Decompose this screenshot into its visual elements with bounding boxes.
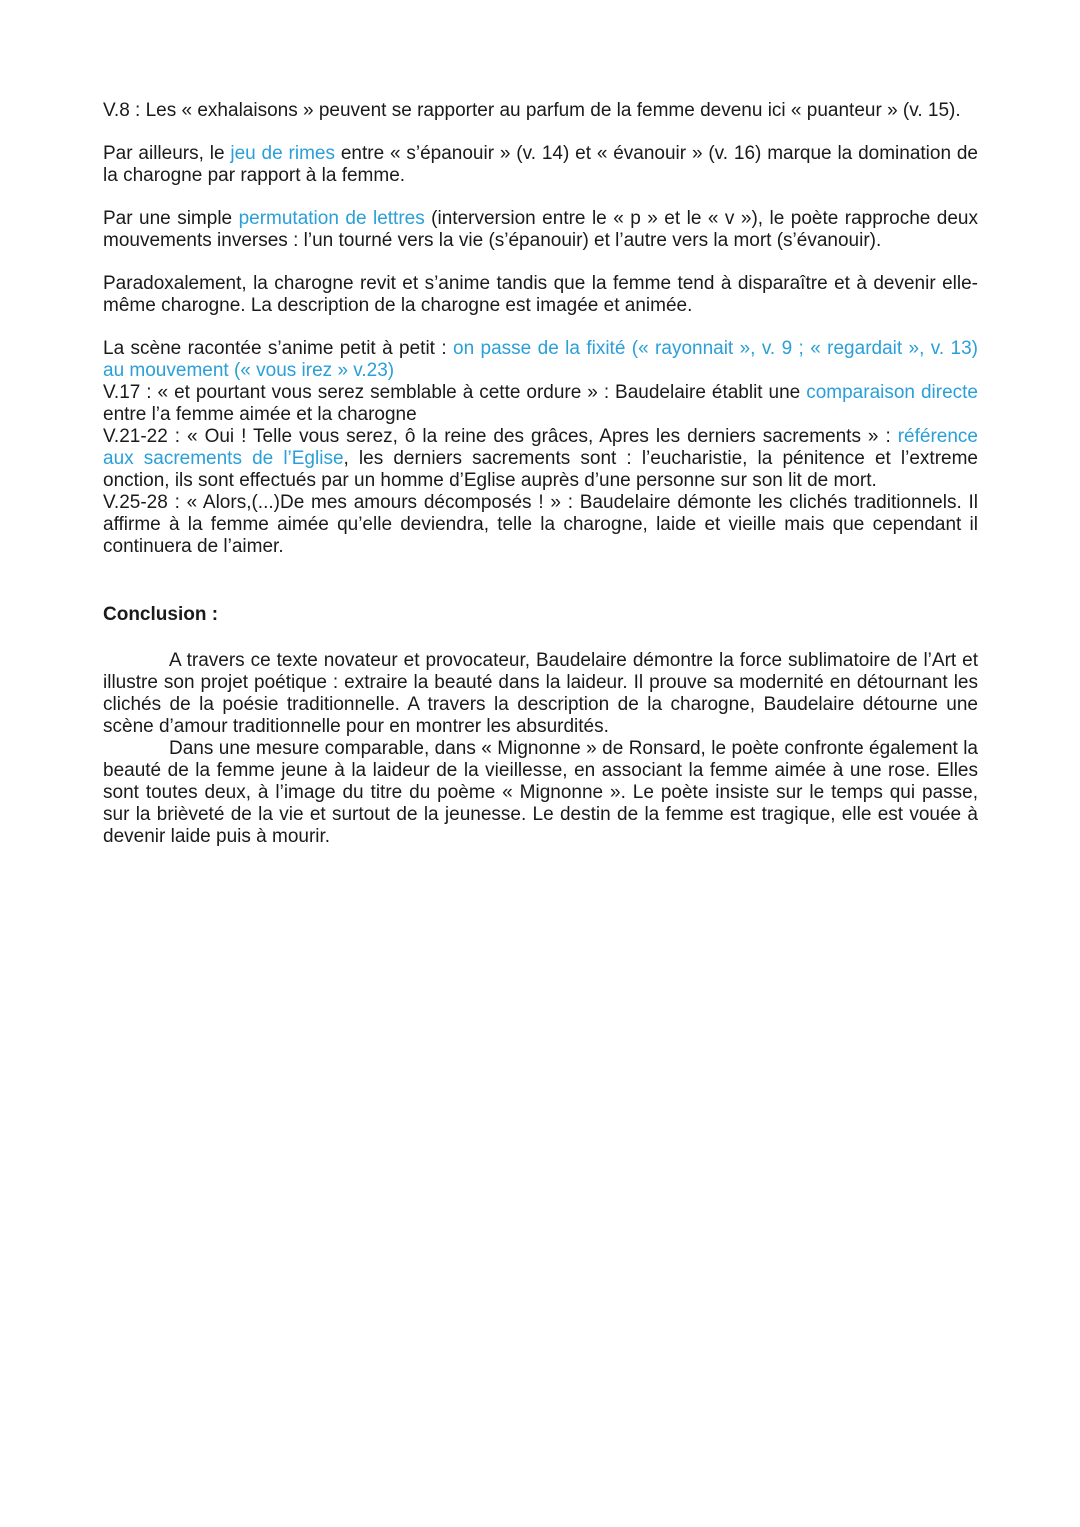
paragraph-v25-28 (103, 492, 978, 558)
conclusion-paragraph-2-text: Dans une mesure comparable, dans « Mignonne » de Ronsard, le poète confronte également la beauté de la femme jeune à la laideur de la vieillesse, en associant la femme aimée à une rose. Elles sont toutes deux, à l’image du titre du poème « Mignonne ». Le poète insiste sur le temps qui passe, sur la brièveté de la vie et surtout de la jeunesse. Le destin de la femme est tragique, elle est vouée à devenir laide puis à mourir. (103, 738, 978, 847)
highlight-sacrements: référence aux sacrements de l’Eglise (103, 426, 978, 469)
paragraph-permutation (103, 208, 978, 252)
highlight-permutation: permutation de lettres (238, 208, 425, 229)
highlight-fixite-mouvement: on passe de la fixité (« rayonnait », v. 9 ; « regardait », v. 13) au mouvement (« vous irez » v.23) (103, 338, 978, 381)
highlight-jeu-de-rimes: jeu de rimes (230, 143, 335, 164)
conclusion-paragraph-1 (103, 650, 978, 738)
paragraph-permutation-start: Par une simple (103, 208, 239, 229)
conclusion-heading: Conclusion : (103, 604, 219, 625)
paragraph-v17-end: entre l’a femme aimée et la charogne (103, 404, 417, 425)
paragraph-v21-22-start: V.21-22 : « Oui ! Telle vous serez, ô la reine des grâces, Apres les derniers sacrements » : (103, 426, 898, 447)
paragraph-paradoxalement-text: Paradoxalement, la charogne revit et s’anime tandis que la femme tend à disparaître et à devenir elle-même charogne. La description de la charogne est imagée et animée. (103, 273, 978, 316)
analysis-block (103, 338, 978, 558)
conclusion-paragraph-1-text: A travers ce texte novateur et provocateur, Baudelaire démontre la force sublimatoire de l’Art et illustre son projet poétique : extraire la beauté dans la laideur. Il prouve sa modernité en détournant les clichés de la poésie traditionnelle. A travers la description de la charogne, Baudelaire détourne une scène d’amour traditionnelle pour en montrer les absurdités. (103, 650, 978, 737)
document-page (103, 100, 978, 848)
conclusion-paragraph-2 (103, 738, 978, 848)
paragraph-rimes (103, 143, 978, 187)
highlight-comparaison: comparaison directe (806, 382, 978, 403)
paragraph-rimes-end: entre « s’épanouir » (v. 14) et « évanouir » (v. 16) marque la domination de la charogne par rapport à la femme. (103, 143, 979, 186)
paragraph-scene-start: La scène racontée s’anime petit à petit : (103, 338, 454, 359)
paragraph-v8-text: V.8 : Les « exhalaisons » peuvent se rapporter au parfum de la femme devenu ici « puanteur » (v. 15). (103, 100, 961, 121)
paragraph-v21-22 (103, 426, 978, 492)
paragraph-v21-22-end: , les derniers sacrements sont : l’eucharistie, la pénitence et l’extreme onction, ils sont effectués par un homme d’Eglise auprès d’une personne sur son lit de mort. (103, 448, 978, 491)
paragraph-scene (103, 338, 978, 382)
paragraph-permutation-end: (interversion entre le « p » et le « v »), le poète rapproche deux mouvements inverses : l’un tourné vers la vie (s’épanouir) et l’autre vers la mort (s’évanouir). (103, 208, 978, 251)
paragraph-v8 (103, 100, 978, 122)
paragraph-rimes-start: Par ailleurs, le (103, 143, 231, 164)
paragraph-v25-28-text: V.25-28 : « Alors,(...)De mes amours décomposés ! » : Baudelaire démonte les clichés traditionnels. Il affirme à la femme aimée qu’elle deviendra, telle la charogne, laide et vieille mais que cependant il continuera de l’aimer. (103, 492, 978, 557)
paragraph-v17-start: V.17 : « et pourtant vous serez semblable à cette ordure » : Baudelaire établit une (103, 382, 807, 403)
paragraph-v17 (103, 382, 978, 426)
paragraph-paradoxalement (103, 273, 978, 317)
